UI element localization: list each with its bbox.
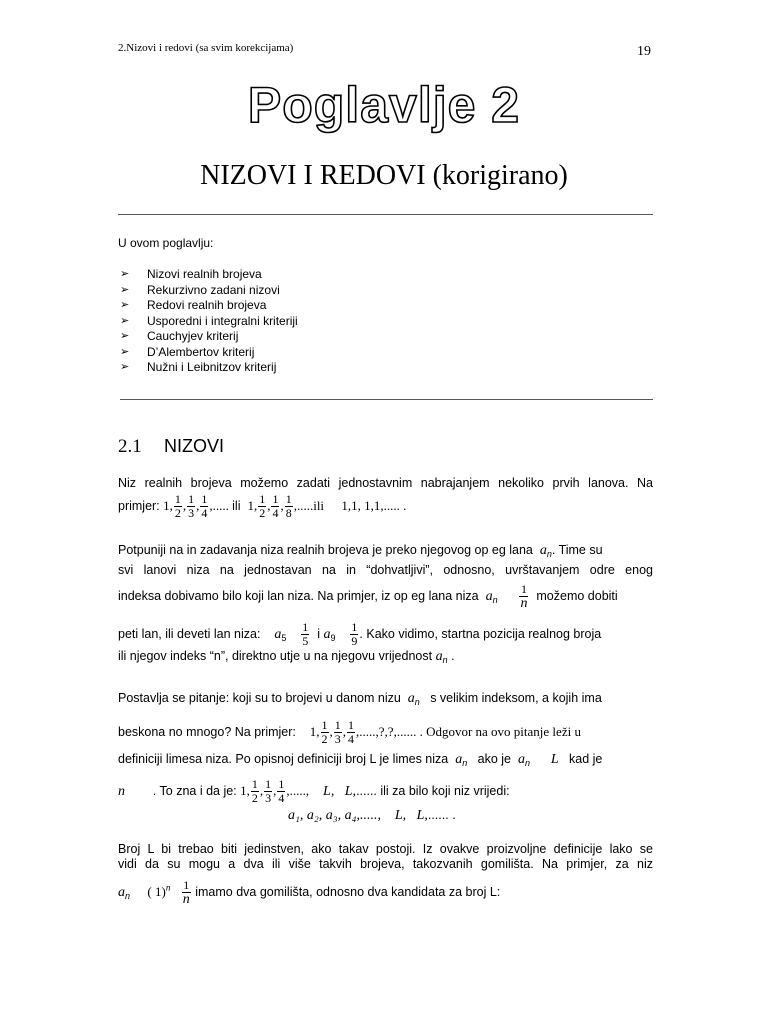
section-heading xyxy=(118,436,224,458)
divider-bottom xyxy=(120,399,653,400)
p2-line3: indeksa dobivamo bilo koji lan niza. Na primjer, iz op eg lana niza $a_n$ $\frac{1}{n}$ možemo dobiti xyxy=(118,582,618,611)
divider-top xyxy=(118,214,653,215)
fraction: $\frac{1}{3}$ xyxy=(334,718,341,746)
running-header: 2.Nizovi i redovi (sa svim korekcijama) xyxy=(118,42,294,54)
p1-line2: primjer: 1, $\frac{1}{2}$ , $\frac{1}{3}$ , $\frac{1}{4}$ ,..... ili 1, $\frac{1}{2}$ , $\frac{1}{4}$ , $\frac{1}{8}$ ,.....ili 1,1, 1,1,..... . xyxy=(118,492,407,520)
arrow-bullet-icon: ➢ xyxy=(120,330,130,342)
intro-text: U ovom poglavlju: xyxy=(118,236,214,250)
p4-line1: Broj L bi trebao biti jedinstven, ako takav postoji. Iz ovakve proizvoljne definicije lako se xyxy=(118,842,653,856)
p3-line1: Postavlja se pitanje: koji su to brojevi u danom nizu $a_n$ s velikim indeksom, a kojih ima xyxy=(118,691,602,707)
fraction: $\frac{1}{2}$ xyxy=(174,492,181,520)
p2-line2: svi lanovi niza na jednostavan na in “dohvatljivi”, odnosno, uvrštavanjem odre enog xyxy=(118,563,653,577)
p4-line2: vidi da su mogu a dva ili više takvih brojeva, takozvanih gomilišta. Na primjer, za niz xyxy=(118,857,653,871)
list-item: ➢ Nizovi realnih brojeva xyxy=(120,267,262,281)
arrow-bullet-icon: ➢ xyxy=(120,314,130,327)
arrow-bullet-icon: ➢ xyxy=(120,361,130,373)
section-name: NIZOVI xyxy=(164,436,225,456)
fraction: $\frac{1}{2}$ xyxy=(321,718,328,746)
fraction: $\frac{1}{4}$ xyxy=(348,718,355,746)
arrow-bullet-icon: ➢ xyxy=(120,283,130,296)
p3-line5: a₁, a₂, a₃, a₄,....., L, L,...... . xyxy=(288,808,456,823)
fraction: $\frac{1}{3}$ xyxy=(188,492,195,520)
p3-line4: n . To zna i da je: 1, $\frac{1}{2}$ , $\frac{1}{3}$ , $\frac{1}{4}$ ,....., L, L,...... ili za bilo koji niz vrijedi: xyxy=(118,777,510,805)
fraction: $\frac{1}{4}$ xyxy=(201,492,208,520)
p4-line3: $a_n$ ( 1)$^n$ $\frac{1}{n}$ imamo dva gomilišta, odnosno dva kandidata za broj L: xyxy=(118,878,501,907)
fraction: $\frac{1}{4}$ xyxy=(272,492,279,520)
fraction: $\frac{1}{4}$ xyxy=(278,777,285,805)
arrow-bullet-icon: ➢ xyxy=(120,268,130,280)
p3-line2: beskona no mnogo? Na primjer: 1, $\frac{1}{2}$ , $\frac{1}{3}$ , $\frac{1}{4}$ ,.....,?,?,...... . Odgovor na ovo pitanje leži u xyxy=(118,718,581,746)
chapter-title: NIZOVI I REDOVI (korigirano) xyxy=(200,160,568,191)
list-item: ➢ Usporedni i integralni kriteriji xyxy=(120,313,298,328)
fraction: $\frac{1}{5}$ xyxy=(302,620,309,648)
list-item: ➢ Redovi realnih brojeva xyxy=(120,298,267,312)
p1-line1: Niz realnih brojeva možemo zadati jednostavnim nabrajanjem nekoliko prvih lanova. Na xyxy=(118,476,653,490)
list-item: ➢ Rekurzivno zadani nizovi xyxy=(120,282,280,297)
fraction: $\frac{1}{n}$ xyxy=(182,878,190,907)
list-item: ➢ D’Alembertov kriterij xyxy=(120,344,255,359)
p2-line4: peti lan, ili deveti lan niza: $a_5$ $\frac{1}{5}$ i $a_9$ $\frac{1}{9}$ . Kako vidimo, startna pozicija realnog broja xyxy=(118,620,602,648)
p3-line3: definiciji limesa niza. Po opisnoj definiciji broj L je limes niza $a_n$ ako je $a_n$ L kad je xyxy=(118,752,603,768)
list-item: ➢ Nužni i Leibnitzov kriterij xyxy=(120,360,277,374)
chapter-label: Poglavlje 2 xyxy=(247,77,521,133)
fraction: $\frac{1}{2}$ xyxy=(251,777,258,805)
fraction: $\frac{1}{8}$ xyxy=(285,492,292,520)
p2-line5: ili njegov indeks “n”, direktno utje u na njegovu vrijednost $a_n$ . xyxy=(118,649,455,665)
section-number: 2.1 xyxy=(118,436,142,457)
arrow-bullet-icon: ➢ xyxy=(120,345,130,358)
arrow-bullet-icon: ➢ xyxy=(120,299,130,311)
fraction: $\frac{1}{3}$ xyxy=(265,777,272,805)
fraction: $\frac{1}{2}$ xyxy=(259,492,266,520)
p2-line1: Potpuniji na in zadavanja niza realnih brojeva je preko njegovog op eg lana $a_n$. Time su xyxy=(118,543,603,559)
chapter-contents-list xyxy=(120,267,298,376)
fraction: $\frac{1}{n}$ xyxy=(520,582,528,611)
list-item: ➢ Cauchyjev kriterij xyxy=(120,329,239,343)
fraction: $\frac{1}{9}$ xyxy=(351,620,358,648)
page-number: 19 xyxy=(637,44,651,59)
